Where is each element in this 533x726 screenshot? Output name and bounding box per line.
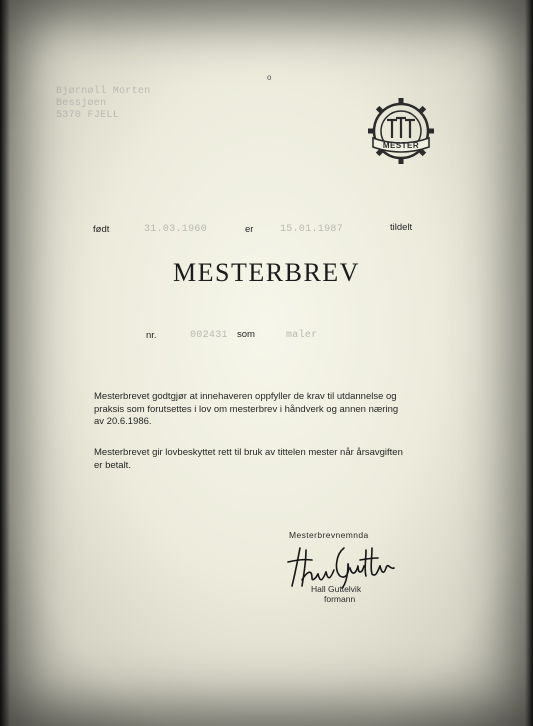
scan-edge-right [525, 0, 533, 726]
paragraph-requirements: Mesterbrevet godtgjør at innehaveren oppfyller de krav til utdannelse og praksis som forutsettes i lov om mesterbrev i håndverk og annen næring av 20.6.1986. [94, 391, 399, 427]
certificate-number: 002431 [190, 330, 228, 341]
recipient-postal: 5370 FJELL [56, 110, 120, 121]
born-label: født [93, 224, 110, 235]
handwritten-signature [282, 540, 402, 590]
trade-label: som [237, 329, 255, 340]
signer-role: formann [324, 594, 356, 604]
born-date: 31.03.1960 [144, 224, 208, 235]
logo-text: MESTER [382, 141, 420, 150]
recipient-street: Bessjøen [56, 98, 107, 109]
issue-date: 15.01.1987 [280, 224, 344, 235]
certificate-title: MESTERBREV [173, 258, 360, 287]
gear-hammers-logo [361, 96, 441, 166]
recipient-name: Bjørnøll Morten [56, 86, 151, 97]
granted-label: tildelt [390, 222, 413, 233]
trade-value: maler [286, 330, 318, 341]
scan-edge-left [0, 0, 10, 726]
is-label: er [245, 224, 254, 235]
number-label: nr. [146, 330, 157, 341]
signer-name: Hall Guttelvik [311, 584, 362, 594]
dot-mark: o [267, 73, 272, 82]
paragraph-title-rights: Mesterbrevet gir lovbeskyttet rett til bruk av tittelen mester når årsavgiften er betalt. [94, 447, 403, 471]
board-name: Mesterbrevnemnda [289, 530, 369, 540]
